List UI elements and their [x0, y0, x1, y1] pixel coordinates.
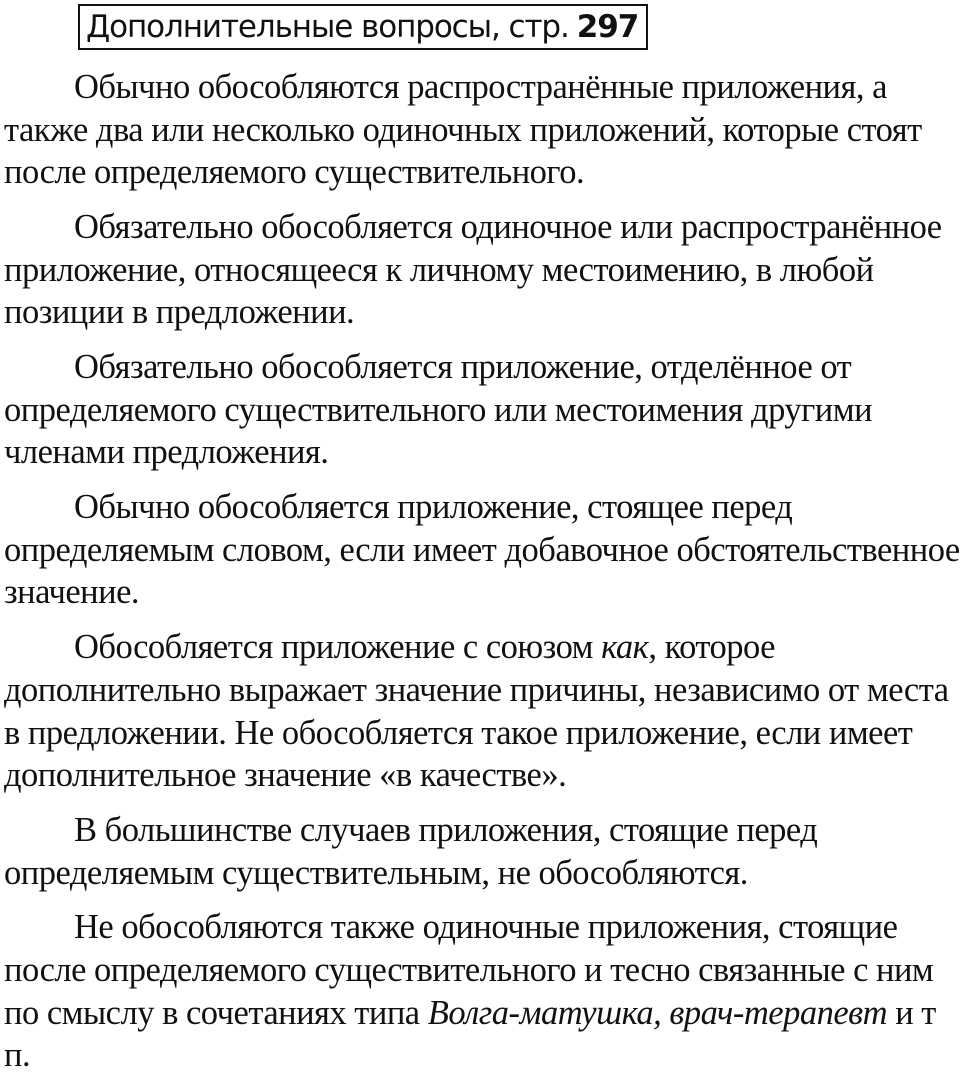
section-heading-box	[78, 4, 648, 50]
body-text	[4, 66, 960, 1089]
paragraph-6: В большинстве случаев приложения, стоящие перед определяемым существительным, не обособляются.	[4, 810, 818, 892]
paragraph-4: Обычно обособляется приложение, стоящее перед определяемым словом, если имеет добавочное обстоятельственное значение.	[4, 488, 960, 612]
paragraph-5-italic-term: как	[601, 628, 649, 667]
paragraph-5-text-before: Обособляется приложение с союзом	[74, 628, 602, 667]
paragraph-5	[4, 626, 960, 796]
section-heading-page-number: 297	[576, 9, 639, 45]
section-heading-title: Дополнительные вопросы, стр.	[86, 9, 569, 45]
paragraph-2: Обязательно обособляется одиночное или распространённое приложение, относящееся к личному местоимению, в любой позиции в предложении.	[4, 208, 942, 332]
paragraph-7	[4, 906, 960, 1076]
paragraph-7-text-after: и т п.	[4, 993, 936, 1075]
paragraph-5-text-after: , которое дополнительно выражает значение причины, независимо от места в предложении. Не обособляется такое приложение, если имеет дополнительное значение «в качестве».	[4, 628, 949, 795]
paragraph-7-italic-examples: Волга-матушка, врач-терапевт	[427, 993, 888, 1032]
paragraph-7-text-before: Не обособляются также одиночные приложения, стоящие после определяемого существительного и тесно связанные с ним по смыслу в сочетаниях типа	[4, 908, 934, 1032]
paragraph-3: Обязательно обособляется приложение, отделённое от определяемого существительного или местоимения другими членами предложения.	[4, 348, 873, 472]
paragraph-1: Обычно обособляются распространённые приложения, а также два или несколько одиночных приложений, которые стоят после определяемого существительного.	[4, 68, 922, 192]
